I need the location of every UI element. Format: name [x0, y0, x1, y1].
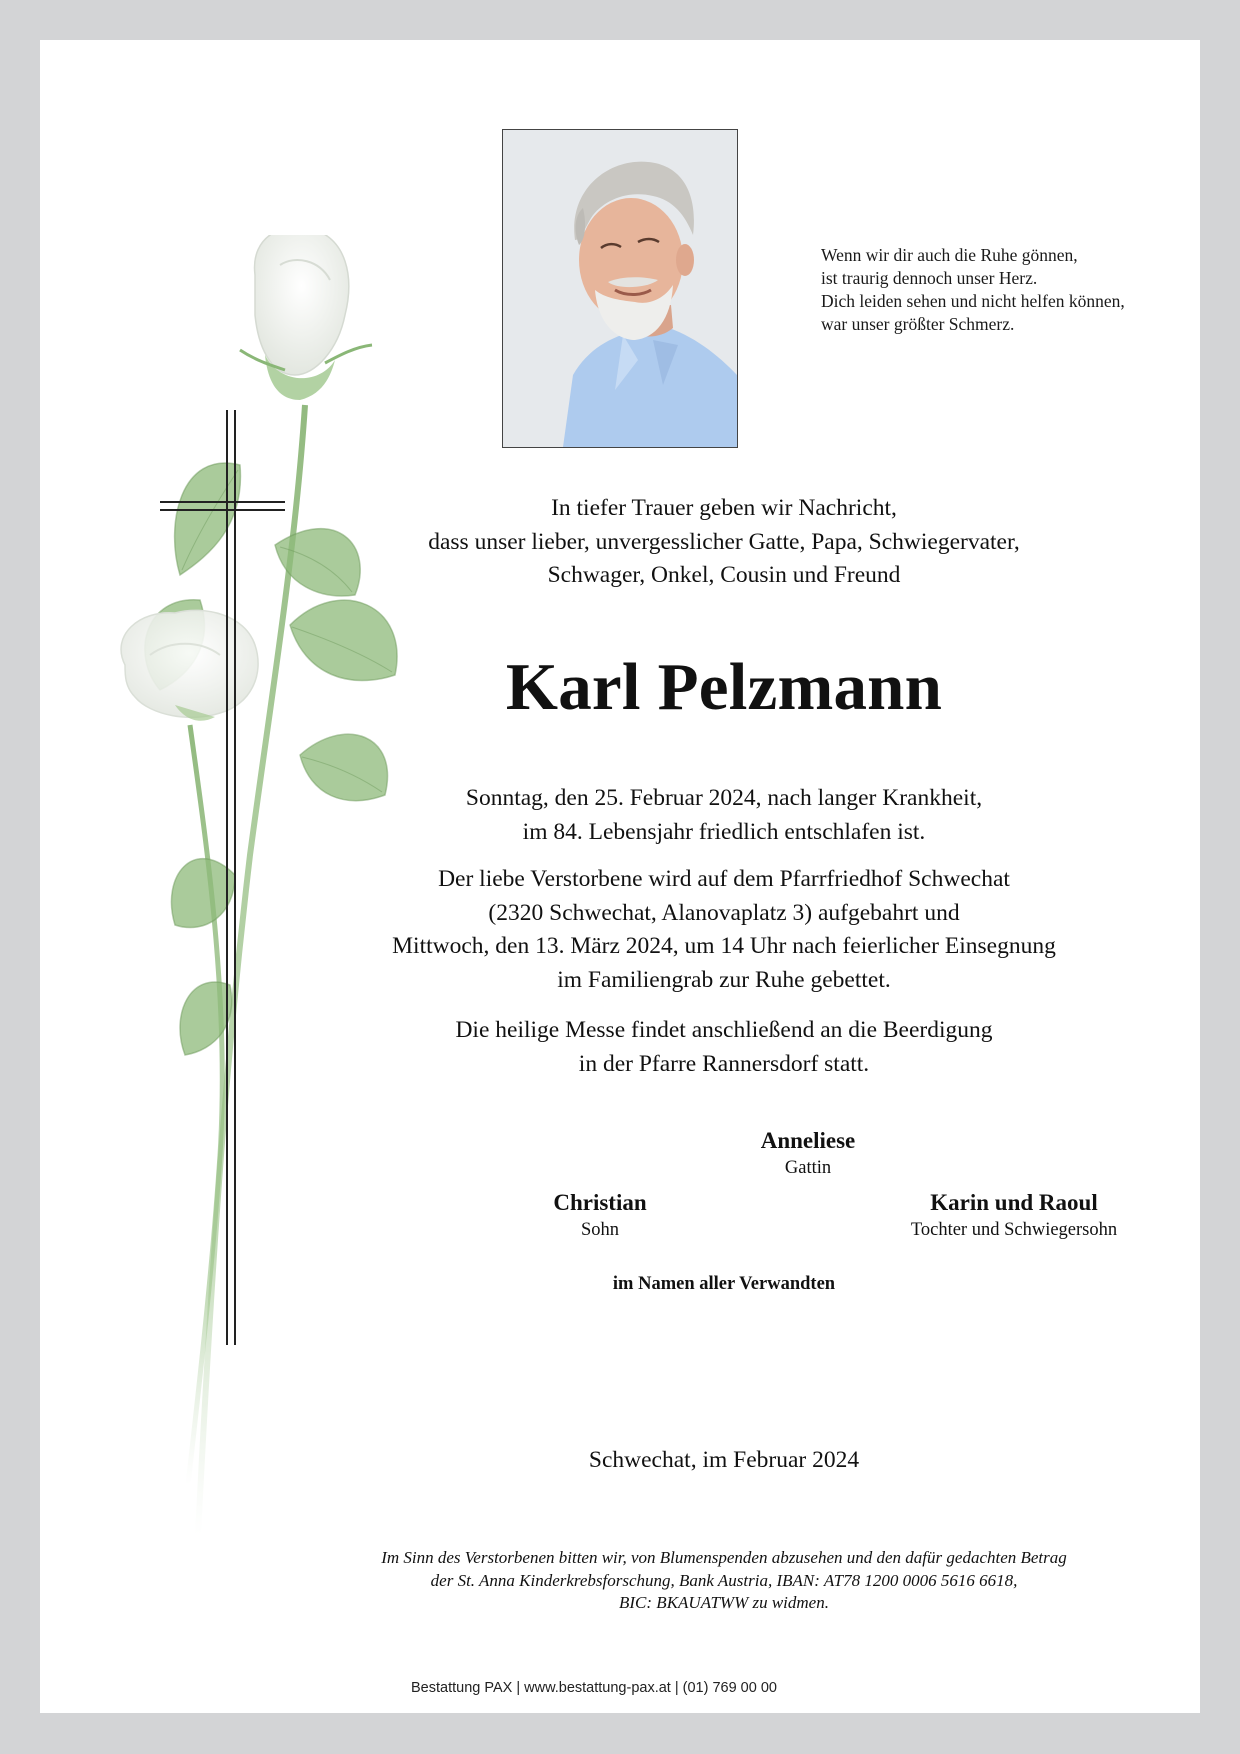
intro-line: In tiefer Trauer geben wir Nachricht, [551, 495, 897, 521]
cross-vertical-line [234, 410, 236, 1345]
announcement-intro [390, 492, 1058, 593]
funeral-home-footer: Bestattung PAX | www.bestattung-pax.at | (01) 769 00 00 [411, 1680, 777, 1696]
intro-line: dass unser lieber, unvergesslicher Gatte, Papa, Schwiegervater, [428, 528, 1020, 555]
death-notice-paragraph [390, 782, 1058, 849]
burial-line: Mittwoch, den 13. März 2024, um 14 Uhr nach feierlicher Einsegnung [392, 933, 1056, 959]
burial-line: Der liebe Verstorbene wird auf dem Pfarrfriedhof Schwechat [438, 866, 1010, 892]
mourner-name: Anneliese [760, 1128, 856, 1153]
mourner-anneliese [658, 1127, 958, 1181]
mourner-name: Christian [553, 1190, 647, 1215]
mourner-relation: Tochter und Schwiegersohn [910, 1220, 1118, 1240]
death-notice-line: Sonntag, den 25. Februar 2024, nach langer Krankheit, [465, 785, 983, 811]
relatives-line: im Namen aller Verwandten [612, 1274, 836, 1294]
cross-symbol [160, 410, 300, 1345]
memorial-poem [821, 244, 1181, 336]
poem-line: war unser größter Schmerz. [821, 314, 1015, 334]
deceased-name: Karl Pelzmann [505, 650, 943, 724]
death-notice-line: im 84. Lebensjahr friedlich entschlafen ist. [522, 818, 926, 845]
burial-line: (2320 Schwechat, Alanovaplatz 3) aufgebahrt und [488, 899, 960, 926]
poem-line: ist traurig dennoch unser Herz. [821, 268, 1038, 288]
mourner-relation: Sohn [580, 1220, 620, 1240]
intro-line: Schwager, Onkel, Cousin und Freund [547, 562, 901, 588]
portrait-illustration [503, 130, 737, 447]
mourner-name: Karin und Raoul [930, 1190, 1098, 1215]
mass-line: in der Pfarre Rannersdorf statt. [578, 1050, 870, 1077]
donation-line: Im Sinn des Verstorbenen bitten wir, von Blumenspenden abzusehen und den dafür gedachten Betrag [381, 1548, 1067, 1567]
mass-line: Die heilige Messe findet anschließend an die Beerdigung [455, 1017, 993, 1043]
mourner-christian [440, 1189, 760, 1243]
cross-horizontal-line [160, 501, 285, 503]
poem-line: Dich leiden sehen und nicht helfen können, [821, 291, 1125, 311]
cross-horizontal-line [160, 509, 285, 511]
donation-line: der St. Anna Kinderkrebsforschung, Bank Austria, IBAN: AT78 1200 0006 5616 6618, [430, 1570, 1018, 1590]
poem-line: Wenn wir dir auch die Ruhe gönnen, [821, 245, 1078, 265]
burial-paragraph [390, 863, 1058, 997]
mass-paragraph [390, 1014, 1058, 1081]
cross-vertical-line [226, 410, 228, 1345]
place-and-date: Schwechat, im Februar 2024 [588, 1447, 860, 1473]
donation-request [378, 1547, 1070, 1615]
deceased-portrait-photo [502, 129, 738, 448]
burial-line: im Familiengrab zur Ruhe gebettet. [557, 966, 891, 993]
mourner-relation: Gattin [784, 1158, 832, 1178]
parte-sheet [40, 40, 1200, 1713]
donation-line: BIC: BKAUATWW zu widmen. [619, 1593, 829, 1612]
mourner-karin-und-raoul [854, 1189, 1174, 1243]
